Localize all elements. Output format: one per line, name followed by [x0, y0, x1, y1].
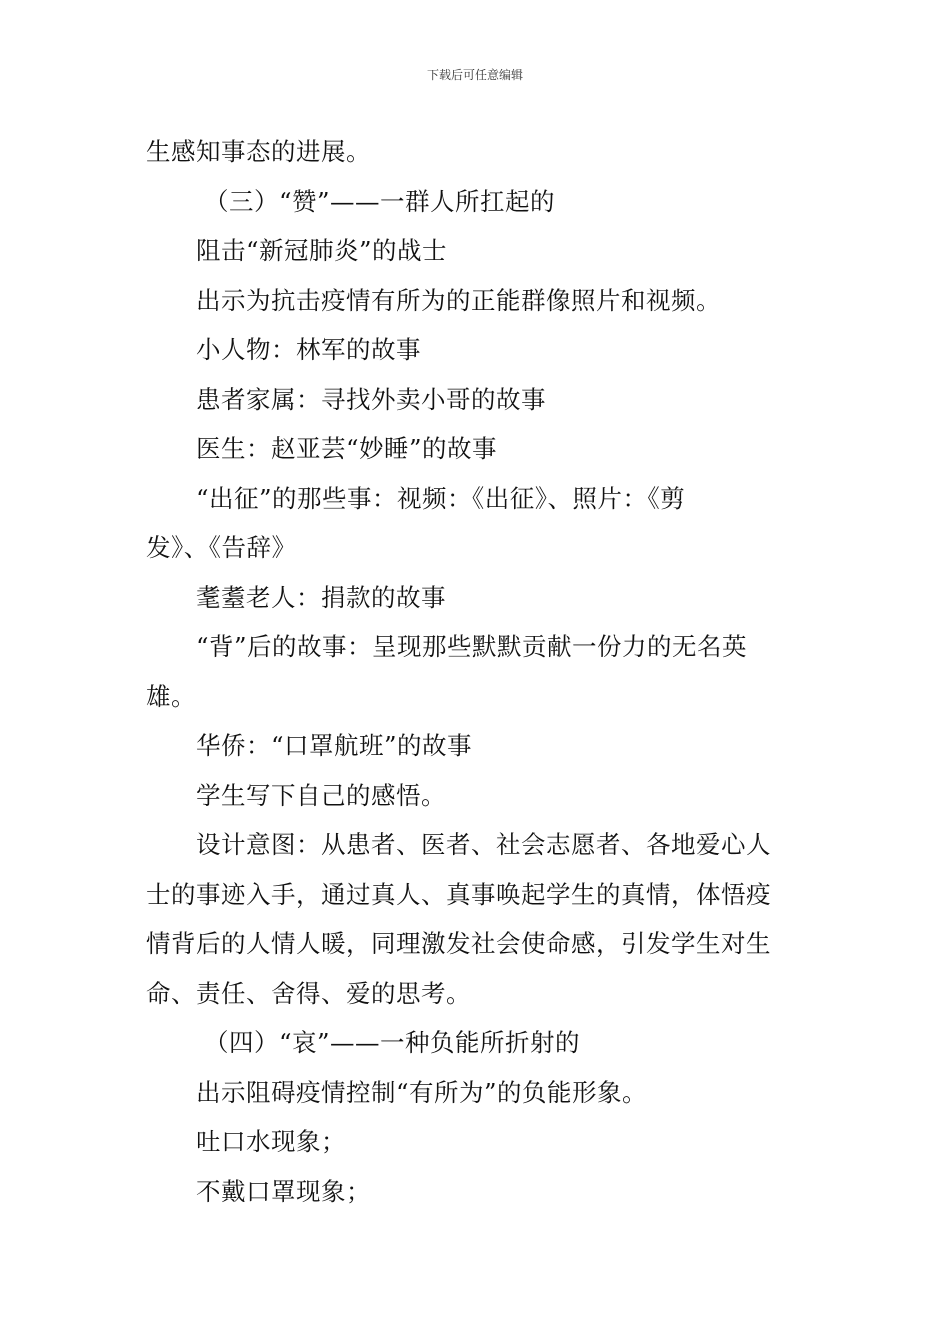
text-line: 小人物：林军的故事: [196, 335, 421, 364]
text-line: 耄耋老人：捐款的故事: [196, 582, 446, 612]
text-line: 患者家属：寻找外卖小哥的故事: [196, 384, 546, 414]
text-line: 阻击“新冠肺炎”的战士: [196, 236, 448, 265]
text-line: 不戴口罩现象；: [196, 1176, 371, 1206]
text-line: 发》、《告辞》: [146, 533, 297, 562]
text-line: 设计意图：从患者、医者、社会志愿者、各地爱心人: [196, 830, 771, 859]
text-line: 情背后的人情人暖，同理激发社会使命感，引发学生对生: [146, 929, 771, 958]
text-line: 医生：赵亚芸“妙睡”的故事: [196, 434, 498, 463]
text-line: 出示阻碍疫情控制“有所为”的负能形象。: [196, 1077, 648, 1107]
text-line: 学生写下自己的感悟。: [196, 780, 446, 810]
text-line: 出示为抗击疫情有所为的正能群像照片和视频。: [196, 285, 721, 315]
text-line: “出征”的那些事：视频：《出征》、照片：《剪: [196, 483, 686, 513]
text-line: 生感知事态的进展。: [146, 137, 371, 166]
document-body: [146, 127, 806, 1216]
section-heading: （三）“赞”——一群人所扛起的: [204, 186, 556, 216]
text-line: 吐口水现象；: [196, 1127, 346, 1156]
page-header: 下载后可任意编辑: [426, 68, 523, 82]
text-line: “背”后的故事：呈现那些默默贡献一份力的无名英: [196, 632, 748, 661]
text-line: 华侨：“口罩航班”的故事: [196, 731, 473, 760]
text-line: 雄。: [146, 681, 196, 711]
section-heading: （四）“哀”——一种负能所折射的: [204, 1028, 581, 1057]
text-line: 士的事迹入手，通过真人、真事唤起学生的真情，体悟疫: [146, 879, 771, 909]
text-line: 命、责任、舍得、爱的思考。: [146, 978, 471, 1008]
